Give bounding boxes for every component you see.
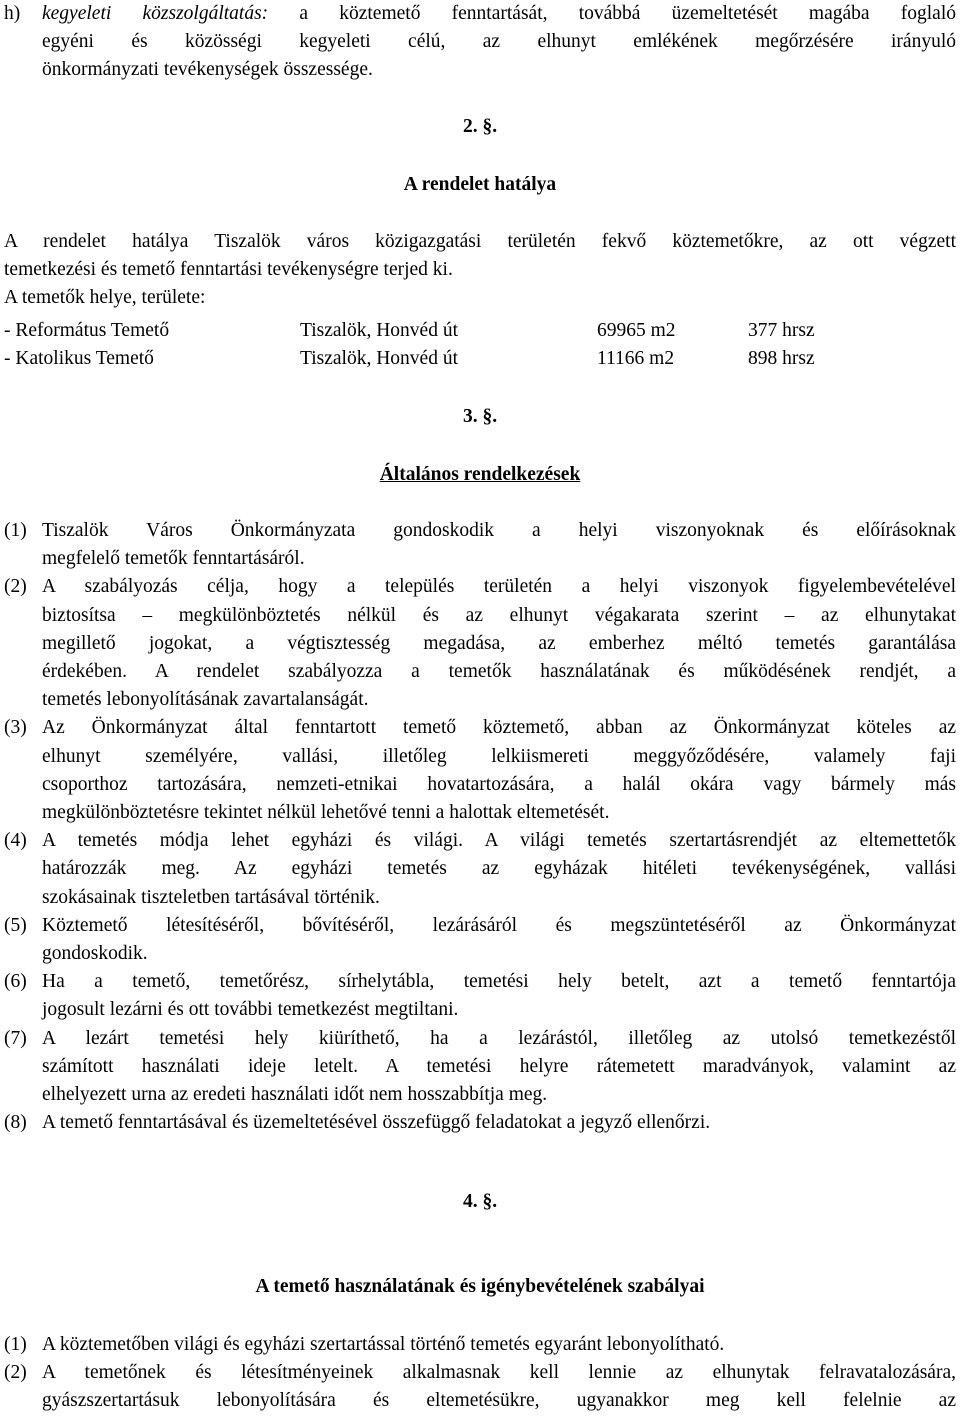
text-line: A köztemetőben világi és egyházi szertartással történő temetés egyaránt lebonyolítható. [42,1334,725,1355]
paragraph [4,1331,956,1359]
paragraph-number: (1) [4,520,27,541]
paragraph [4,573,956,714]
cemetery-area: 11166 m2 [597,348,675,369]
cemetery-plot: 377 hrsz [748,320,815,341]
text-line: elhelyezett urna az eredeti használati időt nem hosszabbítja meg. [42,1084,548,1106]
section-title: Általános rendelkezések [379,464,581,485]
text-line: megkülönböztetésre tekintet nélkül lehetővé tenni a halottak eltemetését. [42,802,610,824]
text-line: A temető fenntartásával és üzemeltetésével összefüggő feladatokat a jegyző ellenőrzi. [42,1112,711,1134]
text-line: Ha a temető, temetőrész, sírhelytábla, temetési hely betelt, azt a temető fenntartója [42,971,956,993]
text-line: gondoskodik. [42,943,148,965]
text-line: csoporthoz tartozására, nemzeti-etnikai hovatartozására, a halál okára vagy bármely más [42,773,956,795]
cemetery-address: Tiszalök, Honvéd út [300,320,458,341]
text-line: megfelelő temetők fenntartásáról. [42,548,305,570]
term: kegyeleti közszolgáltatás: [42,3,269,24]
text-line: Tiszalök Város Önkormányzata gondoskodik a helyi viszonyoknak és előírásoknak [42,520,956,541]
cemetery-name: - Katolikus Temető [4,348,154,369]
text-line: A szabályozás célja, hogy a település területén a helyi viszonyok figyelembevételével [42,576,956,598]
text-line: A rendelet hatálya Tiszalök város közigazgatási területén fekvő köztemetőkre, az ott végzett [4,231,956,252]
definition-line: egyéni és közösségi kegyeleti célú, az elhunyt emlékének megőrzésére irányuló [42,31,956,53]
paragraph-number: (2) [4,576,27,598]
text-line: A temetők helye, területe: [4,287,206,309]
cemetery-address: Tiszalök, Honvéd út [300,348,458,369]
text-line: A temetés módja lehet egyházi és világi. A világi temetés szertartásrendjét az eltemettetők [42,830,956,852]
section-number: 3. §. [462,406,498,427]
paragraph-number: (6) [4,971,27,993]
paragraph [4,517,956,573]
paragraph-number: (1) [4,1334,27,1355]
paragraph [4,1109,956,1137]
text-line: elhunyt személyére, vallási, illetőleg lelkiismereti meggyőződésére, valamely faji [42,745,956,767]
paragraph [4,1025,956,1110]
definition-line: önkormányzati tevékenységek összessége. [42,59,373,81]
section-number: 4. §. [462,1191,498,1212]
section-title: A rendelet hatálya [403,174,557,195]
text-line: számított használati ideje letelt. A temetési helyre rátemetett maradványok, valamint az [42,1055,956,1077]
scope-text [4,228,956,313]
text-line: A temetőnek és létesítményeinek alkalmasnak kell lennie az elhunytak felravatalozására, [42,1362,956,1384]
text-line: szokásainak tiszteletben tartásával történik. [42,886,380,908]
paragraph-number: (2) [4,1362,27,1384]
paragraph-number: (8) [4,1112,27,1134]
paragraph-number: (4) [4,830,27,852]
paragraph-number: (5) [4,914,27,936]
text-line: A lezárt temetési hely kiüríthető, ha a lezárástól, illetőleg az utolsó temetkezéstől [42,1027,956,1049]
text-line: temetkezési és temető fenntartási tevékenységre terjed ki. [4,259,453,281]
text-line: gyászszertartásuk lebonyolítására és eltemetésükre, ugyanakkor meg kell felelnie az [42,1390,956,1412]
text-line: határozzák meg. Az egyházi temetés az egyházak hitéleti tevékenységének, vallási [42,858,956,880]
cemetery-area: 69965 m2 [597,320,676,341]
paragraph [4,912,956,968]
text-line: megillető jogokat, a végtisztesség megadása, az emberhez méltó temetés garantálása [42,632,956,654]
paragraph [4,714,956,827]
section-number: 2. §. [462,116,498,137]
paragraph-number: (3) [4,717,27,739]
paragraph [4,968,956,1024]
cemetery-plot: 898 hrsz [748,348,815,369]
cemetery-name: - Református Temető [4,320,170,341]
paragraph [4,1359,956,1415]
section3-paragraphs [4,517,956,1137]
paragraph [4,827,956,912]
definition-line: a köztemető fenntartását, továbbá üzemeltetését magába foglaló [268,3,957,24]
section-title: A temető használatának és igénybevételének szabályai [255,1276,705,1297]
text-line: biztosítsa – megkülönböztetés nélkül és az elhunyt végakarata szerint – az elhunytakat [42,604,956,626]
text-line: temetés lebonyolításának zavartalanságát. [42,689,369,711]
definition-item-h [4,0,956,85]
text-line: Köztemető létesítéséről, bővítéséről, lezárásáról és megszüntetéséről az Önkormányzat [42,914,956,936]
section4-paragraphs [4,1331,956,1416]
item-label: h) [4,3,21,24]
text-line: Az Önkormányzat által fenntartott temető köztemető, abban az Önkormányzat köteles az [42,717,956,739]
text-line: jogosult lezárni és ott további temetkezést megtiltani. [42,999,459,1021]
paragraph-number: (7) [4,1027,27,1049]
text-line: érdekében. A rendelet szabályozza a temetők használatának és működésének rendjét, a [42,661,956,683]
